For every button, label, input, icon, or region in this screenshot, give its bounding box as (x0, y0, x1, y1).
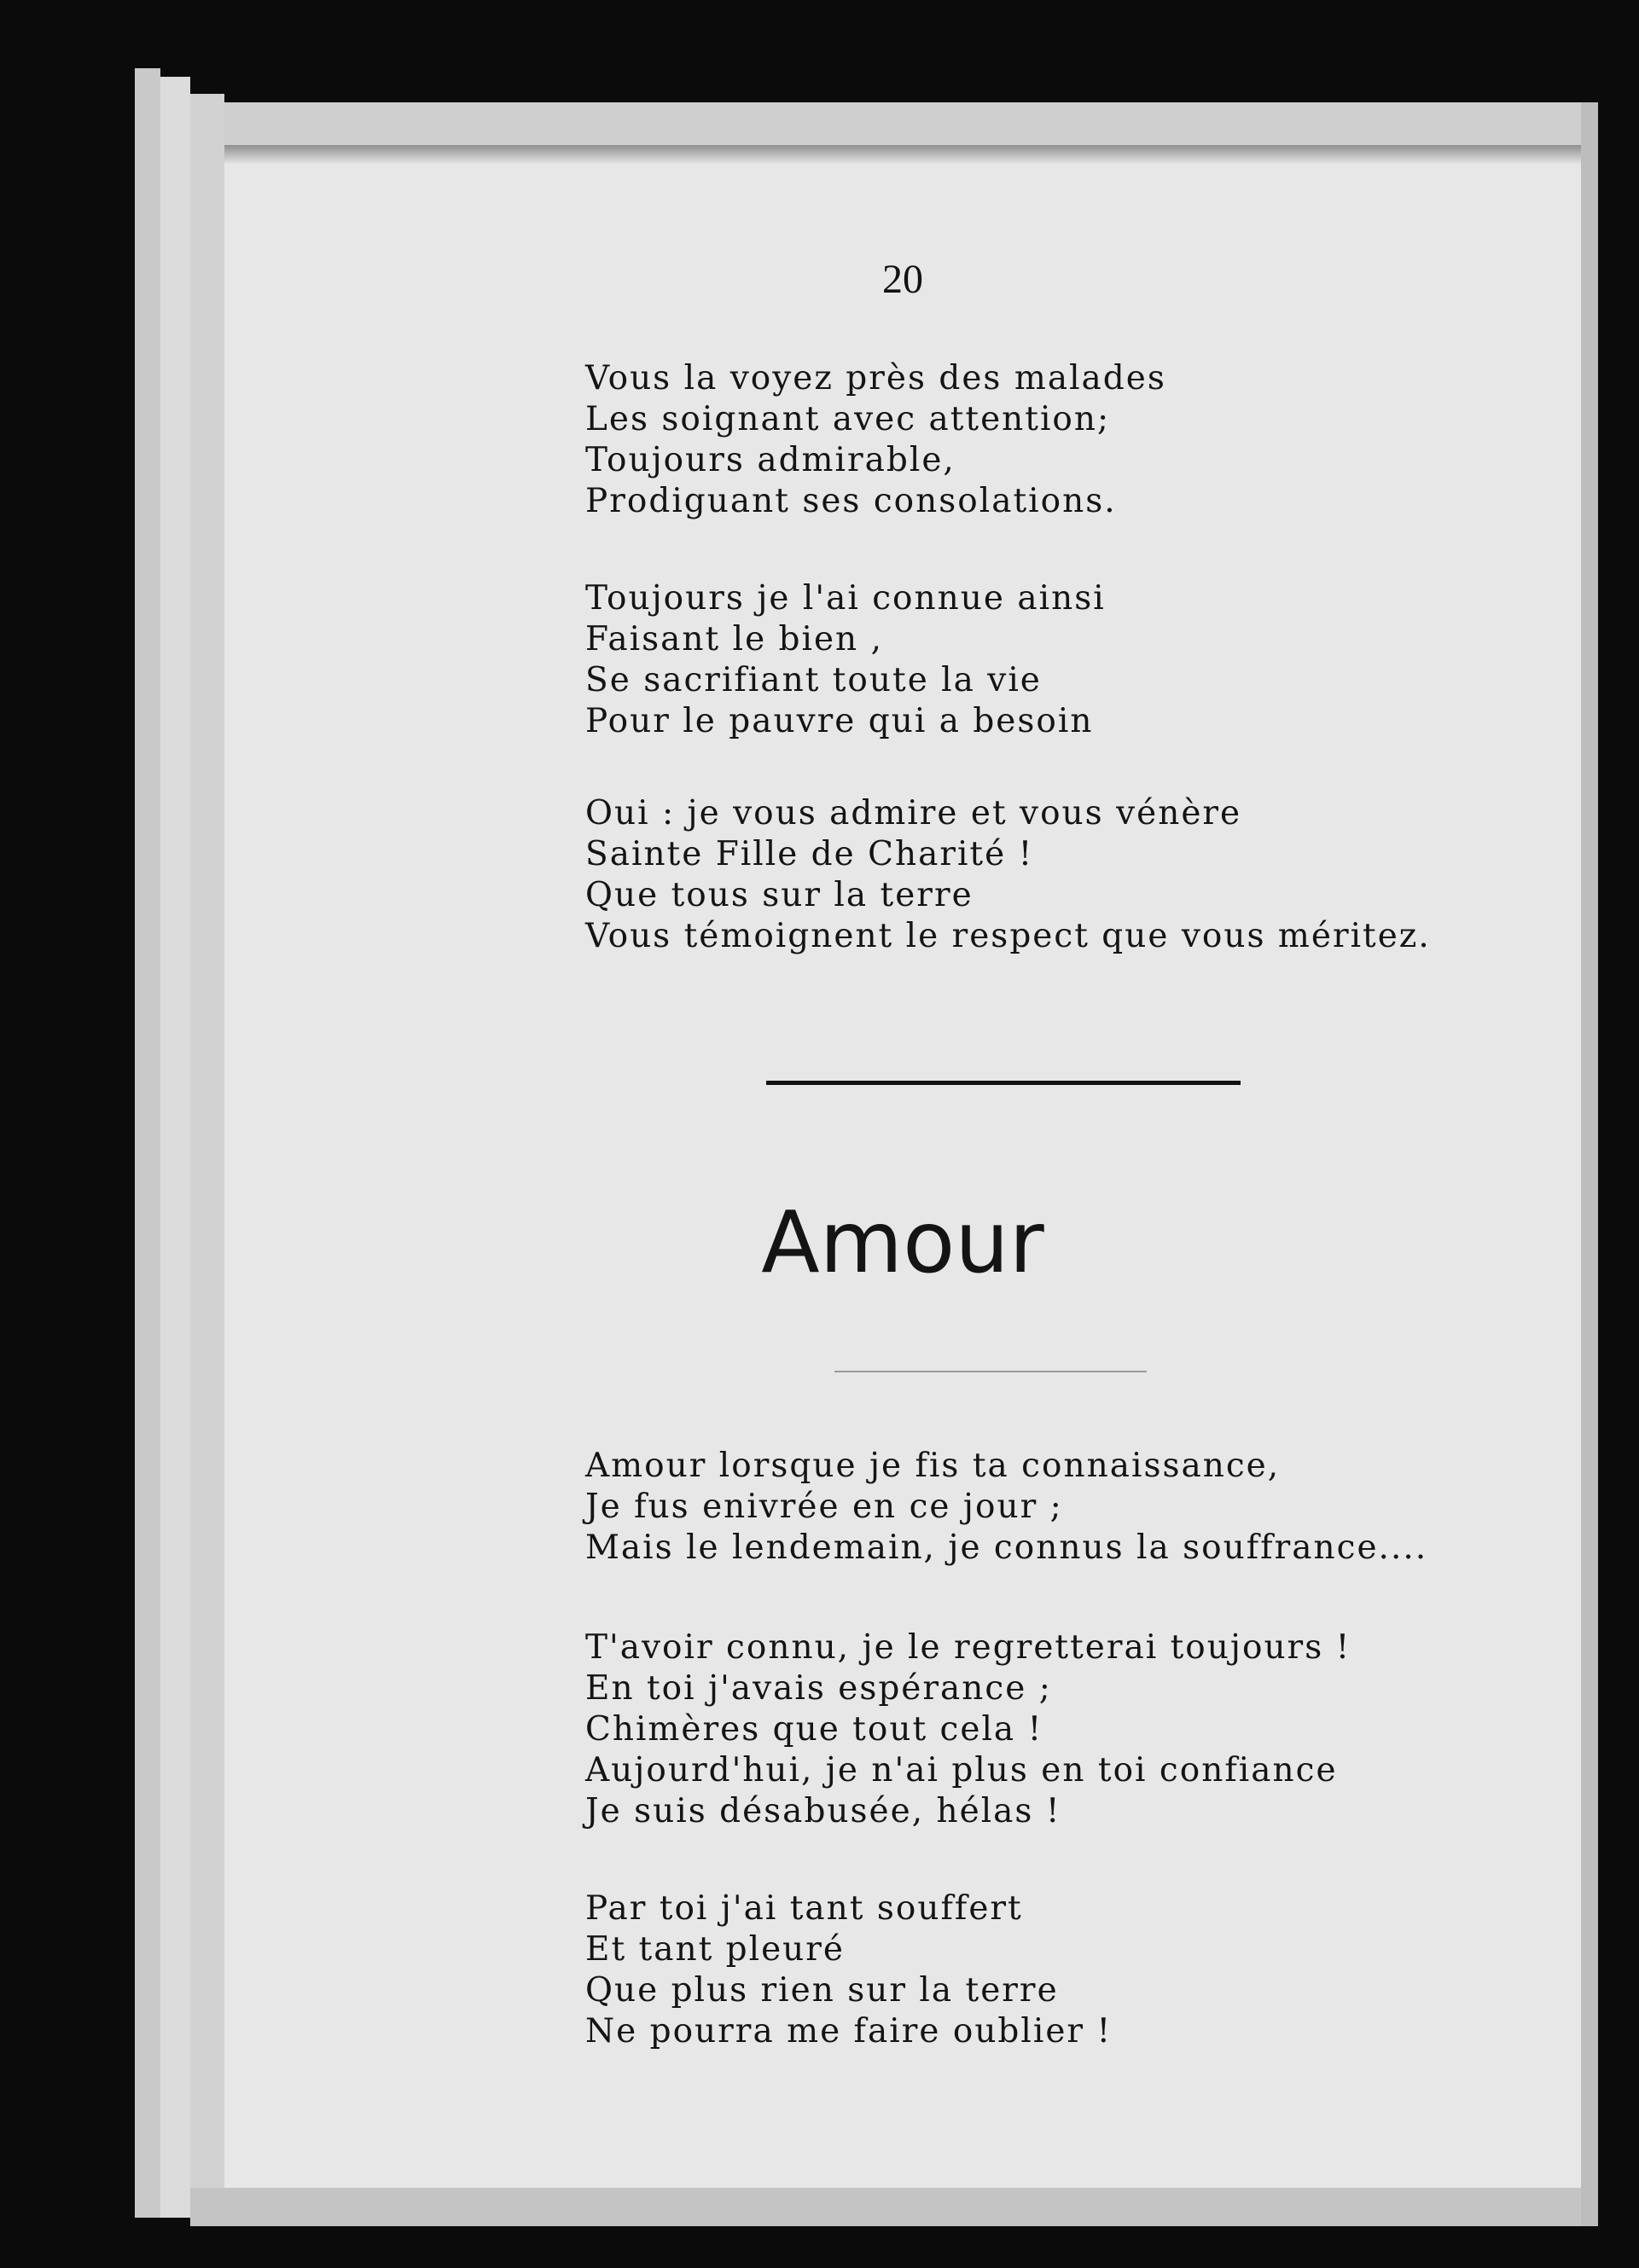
section-divider (766, 1081, 1241, 1085)
verse-line: Prodiguant ses consolations. (585, 482, 1117, 520)
verse-line: Par toi j'ai tant souffert (585, 1889, 1023, 1928)
poem1-stanza-3 (585, 793, 1431, 957)
verse-line: En toi j'avais espérance ; (585, 1669, 1052, 1708)
page-edge-left (190, 94, 224, 2218)
poem2-stanza-1 (585, 1446, 1427, 1569)
book-page (224, 145, 1581, 2188)
verse-line: Pour le pauvre qui a besoin (585, 702, 1094, 740)
verse-line: Faisant le bien , (585, 620, 883, 658)
verse-line: Et tant pleuré (585, 1930, 846, 1969)
poem1-stanza-1 (585, 358, 1166, 522)
verse-line: Amour lorsque je fis ta connaissance, (585, 1447, 1281, 1485)
verse-line: Toujours je l'ai connue ainsi (585, 579, 1106, 618)
poem2-stanza-2 (585, 1627, 1351, 1832)
verse-line: Que tous sur la terre (585, 876, 974, 914)
page-edge-left (135, 68, 160, 2218)
page-edge-right (1581, 102, 1598, 2226)
title-underline (834, 1371, 1147, 1372)
page-number: 20 (882, 257, 923, 302)
page-edge-top (224, 102, 1581, 145)
verse-line: Se sacrifiant toute la vie (585, 661, 1042, 699)
verse-line: Oui : je vous admire et vous vénère (585, 794, 1242, 832)
poem2-stanza-3 (585, 1888, 1112, 2052)
verse-line: Ne pourra me faire oublier ! (585, 2012, 1113, 2050)
verse-line: Je suis désabusée, hélas ! (585, 1792, 1061, 1830)
verse-line: Que plus rien sur la terre (585, 1971, 1059, 2010)
verse-line: Vous témoignent le respect que vous méritez. (585, 917, 1431, 955)
page-edge-bottom (190, 2188, 1581, 2226)
poem1-stanza-2 (585, 578, 1106, 742)
poem-title: Amour (761, 1192, 1044, 1292)
page-edge-left (160, 77, 190, 2218)
verse-line: Vous la voyez près des malades (585, 359, 1166, 397)
verse-line: Les soignant avec attention; (585, 400, 1111, 438)
verse-line: T'avoir connu, je le regretterai toujours ! (585, 1628, 1351, 1667)
verse-line: Je fus enivrée en ce jour ; (585, 1488, 1063, 1526)
verse-line: Aujourd'hui, je n'ai plus en toi confiance (585, 1751, 1338, 1789)
verse-line: Mais le lendemain, je connus la souffrance.... (585, 1528, 1428, 1567)
page-shadow (224, 145, 1581, 164)
verse-line: Toujours admirable, (585, 441, 956, 479)
verse-line: Chimères que tout cela ! (585, 1710, 1043, 1749)
verse-line: Sainte Fille de Charité ! (585, 835, 1034, 873)
